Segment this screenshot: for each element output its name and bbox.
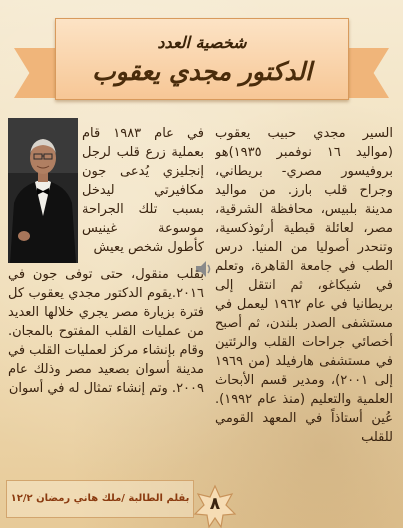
author-credit: بقلم الطالبة /ملك هاني رمضان ١٢/٢	[6, 480, 194, 518]
header-ribbon	[55, 18, 349, 100]
article-main-column: السير مجدي حبيب يعقوب (مواليد ١٦ نوفمبر ١٩٣٥)هو بروفيسور مصري- بريطاني، وجراح قلب بارز. من مواليد مدينة بلبيس، محافظة الشرقية، مصر، لعائلة قبطية أرثوذكسية، وتنحدر أصوليا من المنيا. درس الطب في جامعة القاهرة، وتعلم في شيكاغو، ثم انتقل إلى بريطانيا في عام ١٩٦٢ ليعمل في مستشفى الصدر بلندن، ثم أصبح أخصائي جراحات القلب والرئتين في مستشفى هارفيلد (من ١٩٦٩ إلى ٢٠٠١)، ومدير قسم الأبحاث العلمية والتعليم (منذ عام ١٩٩٢). عُين أستاذاً في المعهد القومي للقلب	[215, 126, 393, 445]
section-title: شخصية العدد	[157, 33, 247, 52]
article-lower-column: بقلب منقول، حتى توفى جون في ٢٠١٦.يقوم الدكتور مجدي يعقوب كل فترة بزيارة مصر يجري خلالها العديد من عمليات القلب المفتوح بالمجان. وقام بإنشاء مركز لعمليات القلب في مدينة أسوان بصعيد مصر وذلك عام ٢٠٠٩. وتم إنشاء تمثال له في أسوان	[8, 267, 204, 396]
page-number: ٨	[209, 494, 221, 514]
article-side-column: في عام ١٩٨٣ قام بعملية زرع قلب لرجل إنجليزي يُدعى جون مكافيرتي ليدخل بسبب تلك الجراحة موسوعة غينيس كأطول شخص يعيش	[82, 126, 204, 255]
portrait-photo	[8, 118, 78, 263]
page-title: الدكتور مجدي يعقوب	[92, 57, 312, 86]
